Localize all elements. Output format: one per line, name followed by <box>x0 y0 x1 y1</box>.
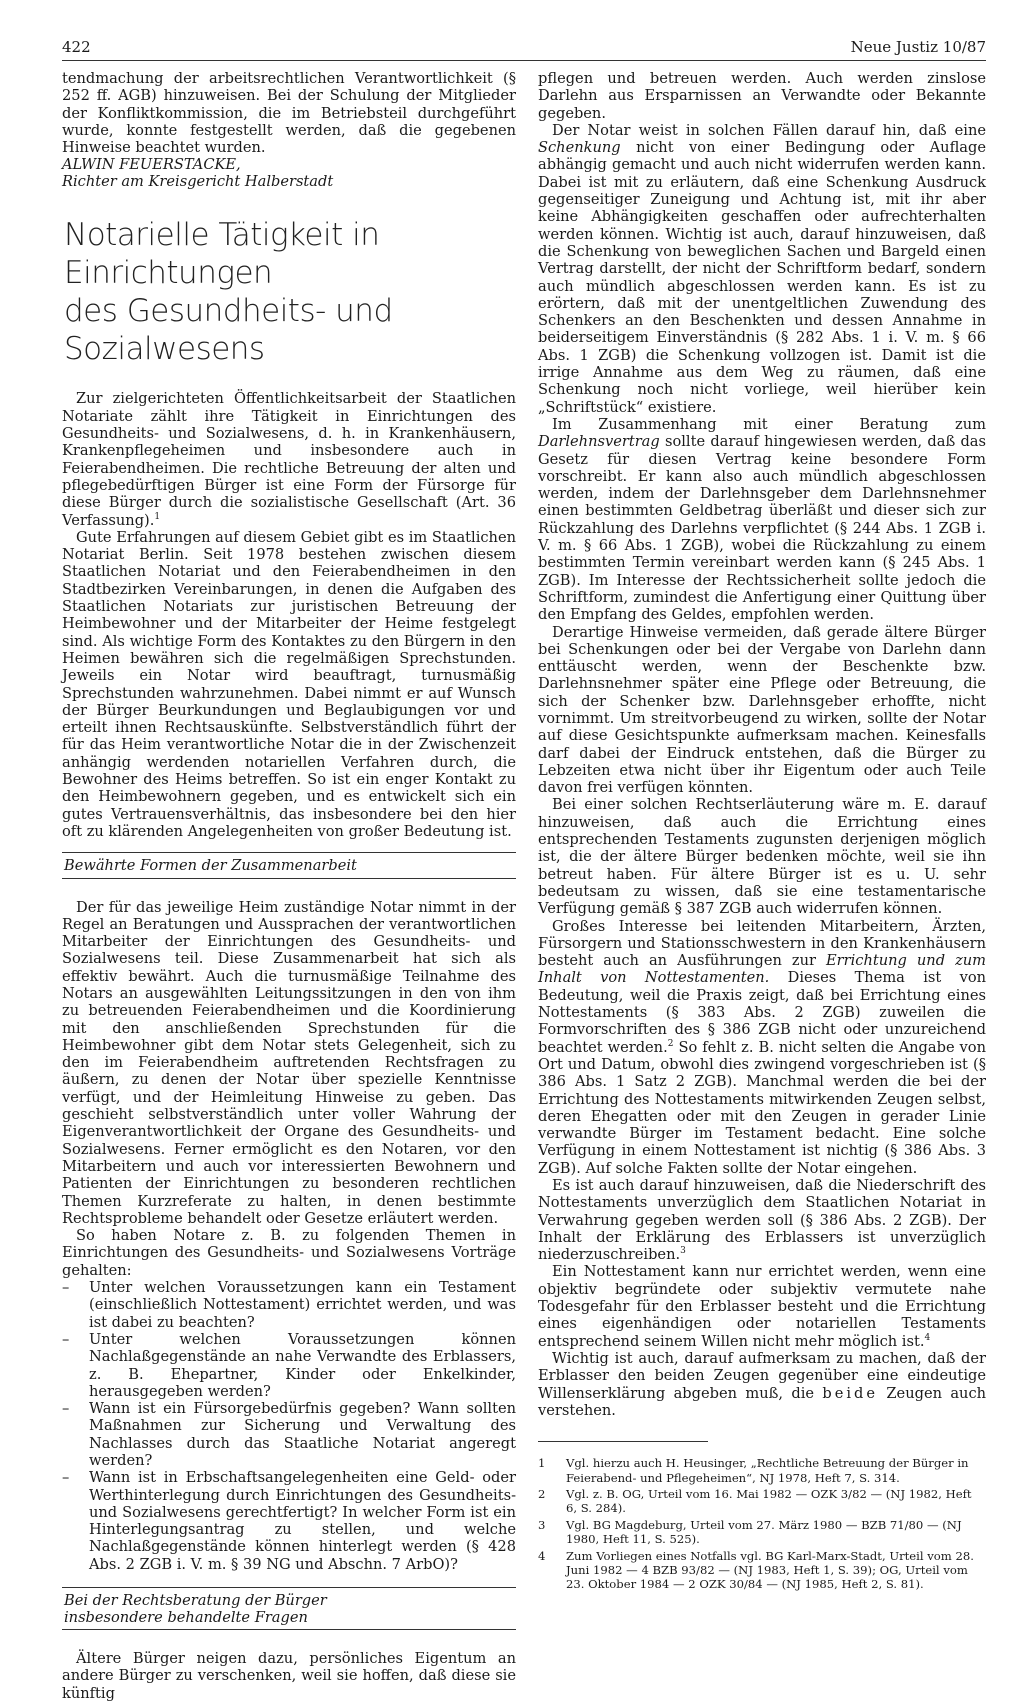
body-paragraph: So haben Notare z. B. zu folgenden Themen in Einrichtungen des Gesundheits- und Sozialwesens Vorträge gehalten: <box>62 1227 516 1279</box>
emphasis: Darlehnsvertrag <box>538 433 660 451</box>
footnote <box>538 1456 986 1485</box>
footnote <box>538 1518 986 1547</box>
footnote <box>538 1549 986 1592</box>
footnote-text: Vgl. hierzu auch H. Heusinger, „Rechtliche Betreuung der Bürger in Feierabend- und Pflegeheimen“, NJ 1978, Heft 7, S. 314. <box>566 1456 969 1485</box>
body-text: So fehlt z. B. nicht selten die Angabe von Ort und Datum, obwohl dies zwingend vorgeschrieben ist (§ 386 Abs. 1 Satz 2 ZGB). Manchmal werden die bei der Errichtung des Nottestaments mitwirkenden Zeugen selbst, deren Ehegatten oder mit den Zeugen in gerader Linie verwandte Bürger im Testament bedacht. Eine solche Verfügung in einem Nottestament ist nichtig (§ 386 Abs. 3 ZGB). Auf solche Fakten sollte der Notar eingehen. <box>538 1038 986 1177</box>
body-text: nicht von einer Bedingung oder Auflage abhängig gemacht und auch nicht widerrufen werden kann. Dabei ist mit zu erläutern, daß eine Schenkung Ausdruck gegenseitiger Zuneigung und Achtung ist, mit ihr aber keine Abhängigkeiten geschaffen oder aufrechterhalten werden können. Wichtig ist auch, darauf hinzuweisen, daß die Schenkung von beweglichen Sachen und Bargeld einen Vertrag darstellt, der nicht der Schriftform bedarf, sondern auch mündlich abgeschlossen werden kann. Es ist zu erörtern, daß mit der unentgeltlichen Zuwendung des Schenkers an den Beschenkten und dessen Annahme in beiderseitigem Einverständnis (§ 282 Abs. 1 i. V. m. § 66 Abs. 1 ZGB) die Schenkung vollzogen ist. Damit ist die irrige Annahme aus dem Weg zu räumen, daß eine Schenkung noch nicht vorliege, weil hierüber kein „Schriftstück“ existiere. <box>538 139 986 416</box>
footnote-text: Vgl. BG Magdeburg, Urteil vom 27. März 1980 — BZB 71/80 — (NJ 1980, Heft 11, S. 525). <box>566 1517 962 1547</box>
section-heading-line: insbesondere behandelte Fragen <box>64 1609 308 1627</box>
body-paragraph <box>538 918 986 1177</box>
footnote <box>538 1487 986 1516</box>
footnote-number: 3 <box>538 1517 546 1532</box>
body-paragraph <box>62 390 516 528</box>
footnote-number: 2 <box>538 1486 546 1501</box>
list-item: – Wann ist in Erbschaftsangelegenheiten eine Geld- oder Werthinterlegung durch Einrichtungen des Gesundheits- und Sozialwesens gerechtfertigt? In welcher Form ist ein Hinterlegungsantrag zu stellen, und welche Nachlaßgegenstände können hinterlegt werden (§ 428 Abs. 2 ZGB i. V. m. § 39 NG und Abschn. 7 ArbO)? <box>62 1469 516 1573</box>
body-text: Ein Nottestament kann nur errichtet werden, wenn eine objektiv begründete oder subjektiv vermutete nahe Todesgefahr für den Erblasser besteht und die Errichtung eines eigenhändigen oder notariellen Testaments entsprechend seinem Willen nicht mehr möglich ist. <box>538 1263 986 1350</box>
body-paragraph <box>538 1350 986 1419</box>
list-item: – Wann ist ein Fürsorgebedürfnis gegeben? Wann sollten Maßnahmen zur Sicherung und Verwaltung des Nachlasses durch das Staatliche Notariat angeregt werden? <box>62 1400 516 1469</box>
body-text: Der Notar weist in solchen Fällen darauf hin, daß eine <box>552 121 986 139</box>
body-paragraph: Derartige Hinweise vermeiden, daß gerade ältere Bürger bei Schenkungen oder bei der Vergabe von Darlehn dann enttäuscht werden, wenn der Beschenkte bzw. Darlehnsnehmer später eine Pflege oder Betreuung, die sich der Schenker bzw. Darlehnsgeber erhoffte, nicht vornimmt. Um streitvorbeugend zu wirken, sollte der Notar auf diese Gesichtspunkte aufmerksam machen. Keinesfalls darf dabei der Eindruck entstehen, daß die Bürger zu Lebzeiten etwa nicht über ihr Eigentum oder auch Teile davon frei verfügen könnten. <box>538 623 986 797</box>
body-text: Dieses Thema ist von Bedeutung, weil die Praxis zeigt, daß bei Errichtung eines Nottestaments (§ 383 Abs. 2 ZGB) zuweilen die Formvorschriften des § 386 ZGB nicht oder unzureichend beachtet werden. <box>538 969 986 1056</box>
list-item-text: Wann ist ein Fürsorgebedürfnis gegeben? Wann sollten Maßnahmen zur Sicherung und Verwaltung des Nachlasses durch das Staatliche Notariat angeregt werden? <box>89 1400 516 1469</box>
body-text: Im Zusammenhang mit einer Beratung zum <box>552 415 986 433</box>
article-title <box>64 216 516 368</box>
footnote-divider <box>538 1441 708 1442</box>
spaced-emphasis: beide <box>822 1384 879 1402</box>
body-text: sollte darauf hingewiesen werden, daß das Gesetz für diesen Vertrag keine besondere Form vorschreibt. Er kann also auch mündlich abgeschlossen werden, indem der Darlehnsgeber dem Darlehnsnehmer einen bestimmten Geldbetrag überläßt und dieser sich zur Rückzahlung des Darlehns verpflichtet (§ 244 Abs. 1 ZGB i. V. m. § 66 Abs. 1 ZGB), wobei die Rückzahlung zu einem bestimmten Termin vereinbart werden kann (§ 245 Abs. 1 ZGB). Im Interesse der Rechtssicherheit sollte jedoch die Schriftform, zumindest die Anfertigung einer Quittung über den Empfang des Geldes, empfohlen werden. <box>538 433 986 624</box>
list-item-text: Unter welchen Voraussetzungen können Nachlaßgegenstände an nahe Verwandte des Erblassers, z. B. Ehepartner, Kinder oder Enkelkinder, herausgegeben werden? <box>89 1330 516 1400</box>
body-paragraph <box>538 1263 986 1349</box>
body-paragraph: Ältere Bürger neigen dazu, persönliches Eigentum an andere Bürger zu verschenken, weil sie hoffen, daß diese sie künftig <box>62 1650 516 1702</box>
footnote-number: 4 <box>538 1548 546 1563</box>
body-text: Zeugen auch verstehen. <box>538 1384 987 1419</box>
footnote-ref: 4 <box>924 1332 931 1343</box>
list-item-text: Unter welchen Voraussetzungen kann ein Testament (einschließlich Nottestament) errichtet werden, und was ist dabei zu beachten? <box>89 1279 516 1331</box>
section-heading: Bewährte Formen der Zusammenarbeit <box>62 852 516 878</box>
body-paragraph: pflegen und betreuen werden. Auch werden zinslose Darlehn aus Ersparnissen an Verwandte oder Bekannte gegeben. <box>538 70 986 122</box>
article-title-line-2: des Gesundheits- und Sozialwesens <box>64 293 393 368</box>
body-paragraph <box>538 1177 986 1263</box>
body-text: Wichtig ist auch, darauf aufmerksam zu machen, daß der Erblasser den beiden Zeugen gegenüber eine eindeutige Willenserklärung abgeben muß, die <box>538 1349 986 1402</box>
author-role: Richter am Kreisgericht Halberstadt <box>62 173 334 191</box>
body-paragraph <box>538 416 986 624</box>
page-header <box>62 30 986 61</box>
emphasis: Schenkung <box>538 139 621 157</box>
footnote-ref: 3 <box>680 1246 686 1257</box>
footnote-text: Vgl. z. B. OG, Urteil vom 16. Mai 1982 — OZK 3/82 — (NJ 1982, Heft 6, S. 284). <box>566 1486 972 1516</box>
list-item-text: Wann ist in Erbschaftsangelegenheiten eine Geld- oder Werthinterlegung durch Einrichtungen des Gesundheits- und Sozialwesens gerechtfertigt? In welcher Form ist ein Hinterlegungsantrag zu stellen, und welche Nachlaßgegenstände können hinterlegt werden (§ 428 Abs. 2 ZGB i. V. m. § 39 NG und Abschn. 7 ArbO)? <box>89 1469 516 1573</box>
body-paragraph: Gute Erfahrungen auf diesem Gebiet gibt es im Staatlichen Notariat Berlin. Seit 1978 bestehen zwischen diesem Staatlichen Notariat und den Feierabendheimen in den Stadtbezirken Vereinbarungen, in denen die Aufgaben des Staatlichen Notariats zur juristischen Betreuung der Heimbewohner und der Mitarbeiter der Heime festgelegt sind. Als wichtige Form des Kontaktes zu den Bürgern in den Heimen bewähren sich die regelmäßigen Sprechstunden. Jeweils ein Notar wird beauftragt, turnusmäßig Sprechstunden wahrzunehmen. Dabei nimmt er auf Wunsch der Bürger Beurkundungen und Beglaubigungen vor und erteilt ihnen Rechtsauskünfte. Selbstverständlich führt der für das Heim verantwortliche Notar die in der Zwischenzeit anhängig werdenden notariellen Verfahren durch, die Bewohner des Heims betreffen. So ist ein enger Kontakt zu den Heimbewohnern gegeben, und es entwickelt sich ein gutes Vertrauensverhältnis, das insbesondere bei den hier oft zu klärenden Angelegenheiten von großer Bedeutung ist. <box>62 528 516 840</box>
left-column <box>62 70 516 1702</box>
article-title-line-1: Notarielle Tätigkeit in Einrichtungen <box>64 217 380 292</box>
page-number: 422 <box>62 38 91 56</box>
body-text: Zur zielgerichteten Öffentlichkeitsarbeit der Staatlichen Notariate zählt ihre Tätigkeit in Einrichtungen des Gesundheits- und Sozialwesens, d. h. in Krankenhäusern, Krankenpflegeheimen und insbesondere auch in Feierabendheimen. Die rechtliche Betreuung der alten und pflegebedürftigen Bürger ist eine Form der Fürsorge für diese Bürger durch die sozialistische Gesellschaft (Art. 36 Verfassung). <box>62 390 516 529</box>
right-column <box>538 70 986 1594</box>
body-paragraph: Bei einer solchen Rechtserläuterung wäre m. E. darauf hinzuweisen, daß auch die Errichtung eines entsprechenden Testaments zugunsten derjenigen möglich ist, die der ältere Bürger bedenken möchte, weil sie ihn betreut haben. Für ältere Bürger ist es u. U. sehr bedeutsam zu wissen, daß sie eine testamentarische Verfügung gemäß § 387 ZGB auch widerrufen können. <box>538 796 986 918</box>
list-item: – Unter welchen Voraussetzungen kann ein Testament (einschließlich Nottestament) errichtet werden, und was ist dabei zu beachten? <box>62 1279 516 1331</box>
intro-paragraph: tendmachung der arbeitsrechtlichen Verantwortlichkeit (§ 252 ff. AGB) hinzuweisen. Bei der Schulung der Mitglieder der Konfliktkommission, die im Betriebsteil durchgeführt wurde, konnte festgestellt werden, daß die gegebenen Hinweise beachtet wurden. <box>62 70 516 157</box>
journal-issue: Neue Justiz 10/87 <box>850 38 986 56</box>
footnote-ref: 1 <box>154 511 161 522</box>
footnote-ref: 2 <box>667 1038 674 1049</box>
author-name: ALWIN FEUERSTACKE, <box>62 156 241 174</box>
section-heading <box>62 1587 516 1630</box>
emphasis: Errichtung und zum Inhalt von Nottestamenten. <box>538 952 987 987</box>
body-paragraph: Der für das jeweilige Heim zuständige Notar nimmt in der Regel an Beratungen und Aussprachen der verantwortlichen Mitarbeiter der Einrichtungen des Gesundheits- und Sozialwesens teil. Diese Zusammenarbeit hat sich als effektiv bewährt. Auch die turnusmäßige Teilnahme des Notars an ausgewählten Leitungssitzungen in den von ihm zu betreuenden Feierabendheimen und die Koordinierung mit den anschließenden Sprechstunden für die Heimbewohner gibt dem Notar stets Gelegenheit, sich zu den im Feierabendheim auftretenden Rechtsfragen zu äußern, zu denen der Notar über spezielle Kenntnisse verfügt, und der Heimleitung Hinweise zu geben. Das geschieht selbstverständlich unter voller Wahrung der Eigenverantwortlichkeit der Organe des Gesundheits- und Sozialwesens. Ferner ermöglicht es den Notaren, vor den Mitarbeitern und auch vor interessierten Bewohnern und Patienten der Einrichtungen zu besonderen rechtlichen Themen Kurzreferate zu halten, in denen bestimmte Rechtsprobleme behandelt oder Gesetze erläutert werden. <box>62 898 516 1227</box>
body-text: Es ist auch darauf hinzuweisen, daß die Niederschrift des Nottestaments unverzüglich dem Staatlichen Notariat in Verwahrung gegeben werden soll (§ 386 Abs. 2 ZGB). Der Inhalt der Erklärung des Erblassers ist unverzüglich niederzuschreiben. <box>538 1177 986 1264</box>
body-paragraph <box>538 122 986 416</box>
section-heading-line: Bei der Rechtsberatung der Bürger <box>64 1592 327 1610</box>
footnote-number: 1 <box>538 1456 546 1471</box>
list-item: – Unter welchen Voraussetzungen können Nachlaßgegenstände an nahe Verwandte des Erblassers, z. B. Ehepartner, Kinder oder Enkelkinder, herausgegeben werden? <box>62 1330 516 1400</box>
body-text: Großes Interesse bei leitenden Mitarbeitern, Ärzten, Fürsorgern und Stationsschwestern in den Krankenhäusern besteht auch an Ausführungen zur <box>538 917 986 970</box>
footnote-text: Zum Vorliegen eines Notfalls vgl. BG Karl-Marx-Stadt, Urteil vom 28. Juni 1982 — 4 BZB 93/82 — (NJ 1983, Heft 1, S. 39); OG, Urteil vom 23. Oktober 1984 — 2 OZK 30/84 — (NJ 1985, Heft 2, S. 81). <box>566 1548 974 1592</box>
